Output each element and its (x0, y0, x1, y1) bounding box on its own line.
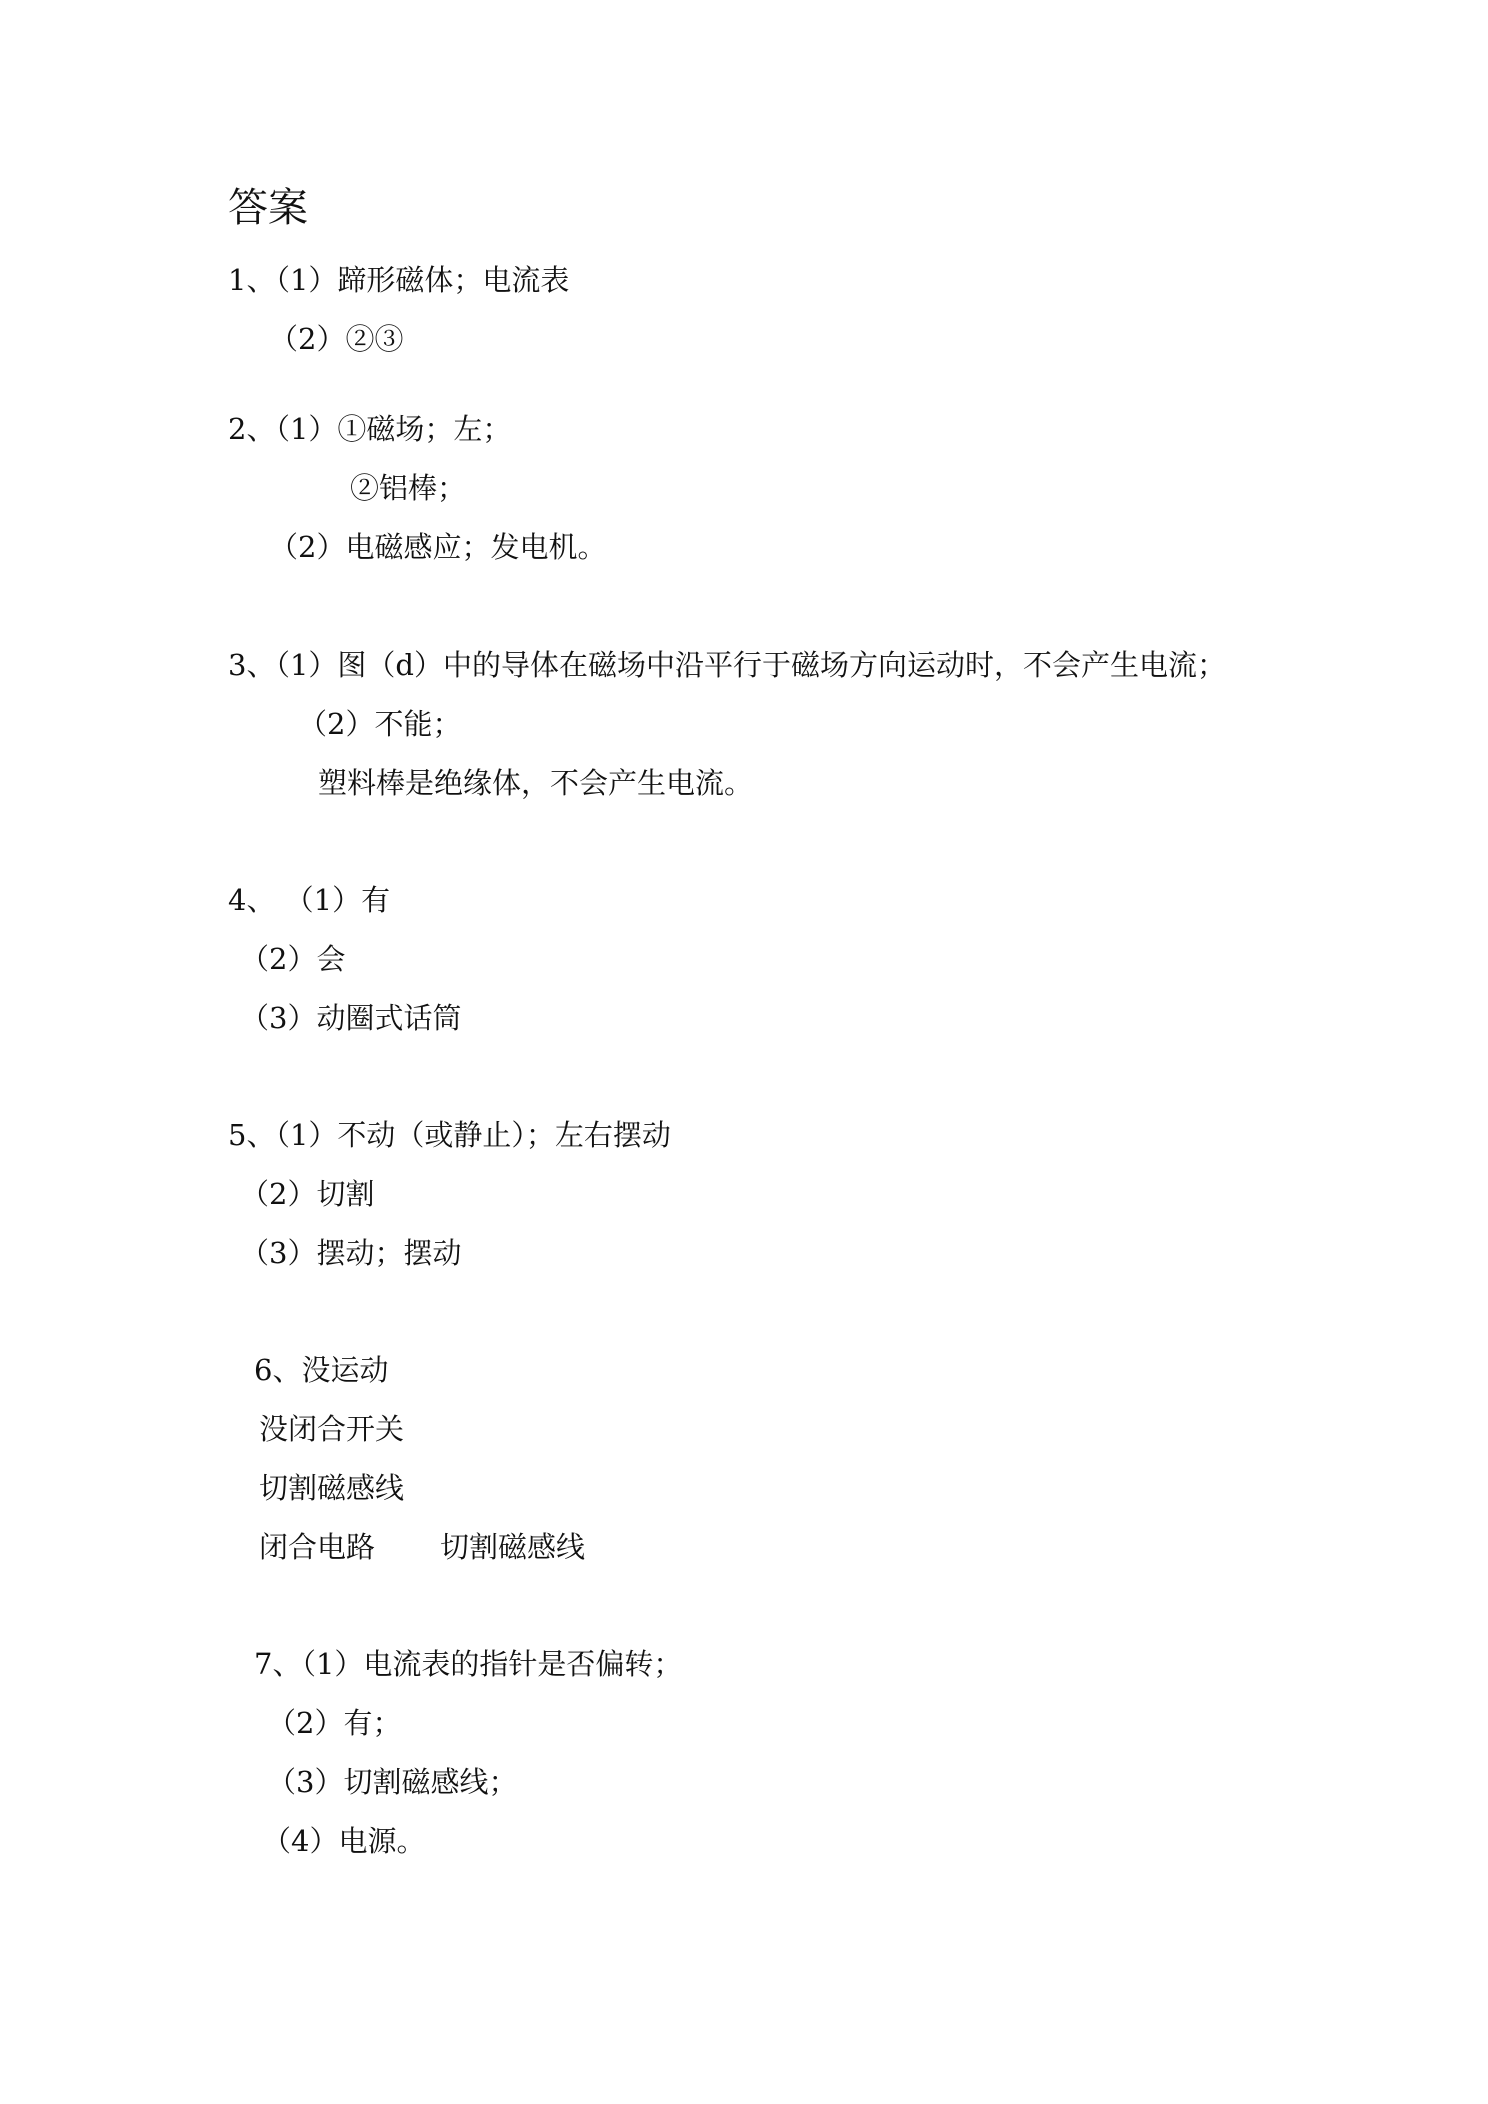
answer-7-part-3: （3）切割磁感线； (267, 1765, 518, 1799)
answer-6-line-4b: 切割磁感线 (440, 1530, 586, 1564)
answer-4-part-2: （2）会 (240, 942, 346, 976)
answer-2-part-1-sub: ②铝棒； (350, 471, 467, 505)
answer-6-line-1: 6、没运动 (254, 1353, 389, 1387)
answer-6-line-2: 没闭合开关 (259, 1412, 405, 1446)
answer-7-part-2: （2）有； (267, 1706, 402, 1740)
answer-1-part-1: 1、（1）蹄形磁体；电流表 (228, 263, 570, 297)
answer-5-part-1: 5、（1）不动（或静止）；左右摆动 (228, 1118, 671, 1152)
answer-7-part-4: （4）电源。 (262, 1824, 426, 1858)
answer-3-part-1: 3、（1）图（d）中的导体在磁场中沿平行于磁场方向运动时，不会产生电流； (228, 648, 1226, 682)
answer-5-part-2: （2）切割 (240, 1177, 375, 1211)
answer-4-part-1: 4、 （1）有 (228, 883, 391, 917)
answer-3-part-2-reason: 塑料棒是绝缘体，不会产生电流。 (318, 766, 754, 800)
page-title: 答案 (228, 185, 308, 231)
answer-1-part-2: （2）②③ (269, 322, 404, 356)
answer-7-part-1: 7、（1）电流表的指针是否偏转； (254, 1647, 683, 1681)
answer-4-part-3: （3）动圈式话筒 (240, 1001, 462, 1035)
answer-2-part-1: 2、（1）①磁场；左； (228, 412, 512, 446)
answer-6-line-4a: 闭合电路 (259, 1530, 376, 1564)
answer-5-part-3: （3）摆动；摆动 (240, 1236, 462, 1270)
answer-2-part-2: （2）电磁感应；发电机。 (269, 530, 607, 564)
answer-6-line-3: 切割磁感线 (259, 1471, 405, 1505)
answer-3-part-2: （2）不能； (298, 707, 462, 741)
